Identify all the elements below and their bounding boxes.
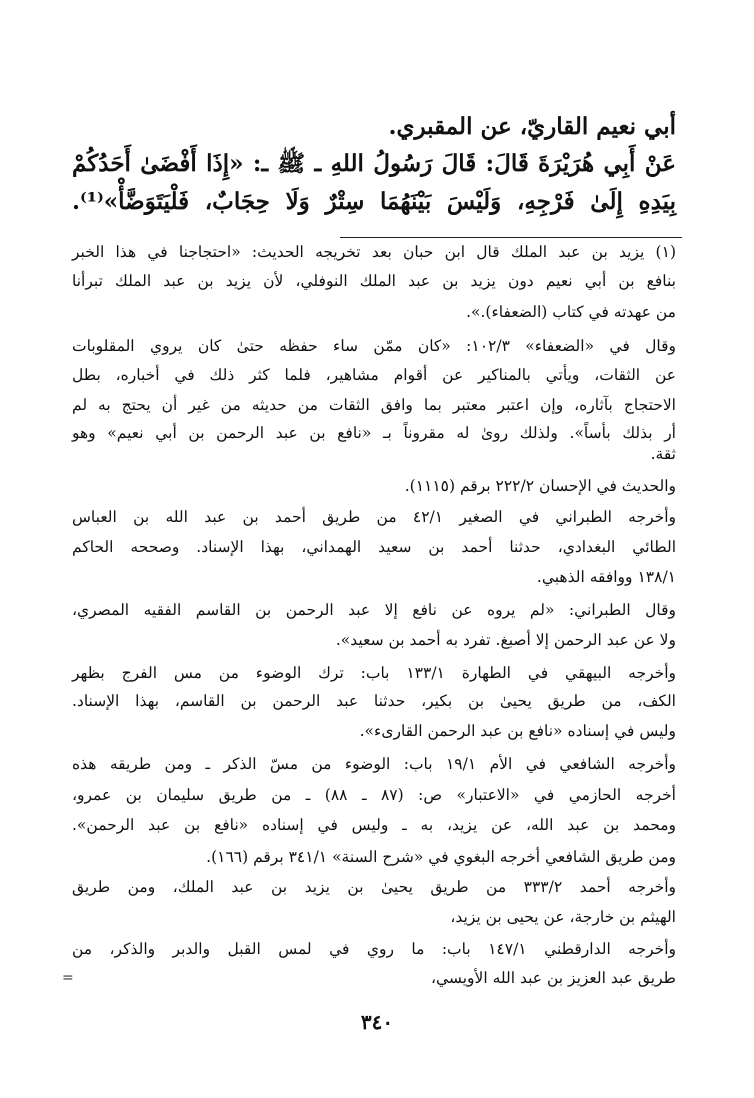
footnote-line: الهيثم بن خارجة، عن يحيى بن يزيد، [450,908,676,926]
footnote-line: ١٣٨/١ ووافقه الذهبي. [536,568,676,586]
main-text-line-1: أبي نعيم القاريّ، عن المقبري. [388,113,676,140]
footnote-line: أخرجه الحازمي في «الاعتبار» ص: (٨٧ ـ ٨٨) ـ من طريق سليمان بن عمرو، [72,786,676,804]
footnote-line: وقال في «الضعفاء» ١٠٢/٣: «كان ممّن ساء حفظه حتىٰ كان يروي المقلوبات [72,337,676,355]
hadith-line-1: عَنْ أَبِي هُرَيْرَةَ قَالَ: قَالَ رَسُولُ اللهِ ـ ﷺ ـ: «إِذَا أَفْضَىٰ أَحَدُكُمْ [72,150,676,177]
footnote-line: وأخرجه البيهقي في الطهارة ١٣٣/١ باب: ترك الوضوء من مس الفرج بظهر [72,664,676,682]
footnote-line: ثقة. [650,445,676,463]
hadith-line-2: بِيَدِهِ إِلَىٰ فَرْجِهِ، وَلَيْسَ بَيْنَهُمَا سِتْرٌ وَلَا حِجَابٌ، فَلْيَتَوَضَّأْ»⁽¹⁾. [72,188,676,215]
continuation-mark: = [62,970,74,986]
footnote-line: ومحمد بن عبد الله، عن يزيد، به ـ وليس في إسناده «نافع بن عبد الرحمن». [72,816,676,834]
footnote-line: أر بذلك بأساً». ولذلك روىٰ له مقروناً بـ «نافع بن عبد الرحمن بن أبي نعيم» وهو [72,424,676,442]
footnote-line: من عهدته في كتاب (الضعفاء).». [466,303,676,321]
footnote-line: وأخرجه الدارقطني ١٤٧/١ باب: ما روي في لمس القبل والدبر والذكر، من [72,940,676,958]
footnote-line: والحديث في الإحسان ٢٢٢/٢ برقم (١١١٥). [404,477,676,495]
footnote-line: عن الثقات، ويأتي بالمناكير عن أقوام مشاهير، فلما كثر ذلك في أخباره، بطل [72,366,676,384]
footnote-line: الاحتجاج بآثاره، وإن اعتبر معتبر بما وافق الثقات من حديثه من غير أن يحتج به لم [72,396,676,414]
footnote-line: الكف، من طريق يحيىٰ بن بكير، حدثنا عبد الرحمن بن القاسم، بهذا الإسناد. [72,692,676,710]
footnote-line: وأخرجه الطبراني في الصغير ٤٢/١ من طريق أحمد بن عبد الله بن العباس [72,508,676,526]
footnote-line: الطائي البغدادي، حدثنا أحمد بن سعيد الهمداني، بهذا الإسناد. وصححه الحاكم [72,538,676,556]
footnote-line: (١) يزيد بن عبد الملك قال ابن حبان بعد تخريجه الحديث: «احتجاجنا في هذا الخبر [72,243,676,261]
page-number: ٣٤٠ [360,1010,394,1034]
footnote-line: وقال الطبراني: «لم يروه عن نافع إلا عبد الرحمن بن القاسم الفقيه المصري، [72,601,676,619]
footnote-line: وليس في إسناده «نافع بن عبد الرحمن القارىء». [359,722,676,740]
footnote-line: وأخرجه الشافعي في الأم ١٩/١ باب: الوضوء من مسّ الذكر ـ ومن طريقه هذه [72,755,676,773]
footnote-line: ومن طريق الشافعي أخرجه البغوي في «شرح السنة» ٣٤١/١ برقم (١٦٦). [206,848,676,866]
footnote-line: بنافع بن أبي نعيم دون يزيد بن عبد الملك النوفلي، لأن يزيد بن عبد الملك تبرأنا [72,272,676,290]
footnote-line: وأخرجه أحمد ٣٣٣/٢ من طريق يحيىٰ بن يزيد بن عبد الملك، ومن طريق [72,878,676,896]
footnote-separator [340,237,682,238]
footnote-line: ولا عن عبد الرحمن إلا أصبغ. تفرد به أحمد بن سعيد». [335,631,676,649]
footnote-line: طريق عبد العزيز بن عبد الله الأويسي، [430,969,676,987]
